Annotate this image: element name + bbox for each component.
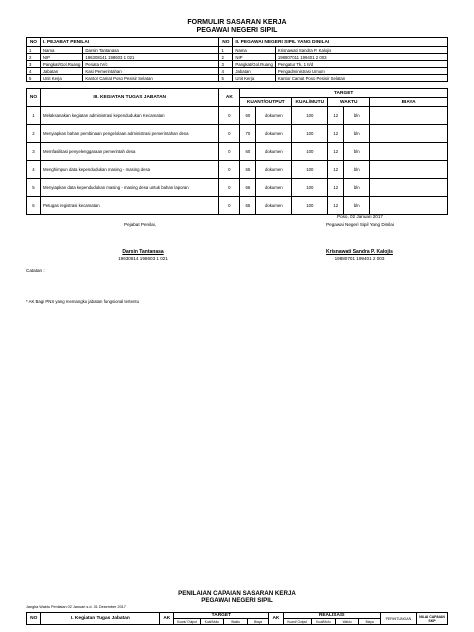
- page2-subtitle: PEGAWAI NEGERI SIPIL: [201, 597, 273, 604]
- right-section-title: II. PEGAWAI NEGERI SIPIL YANG DINILAI: [233, 38, 448, 47]
- table-row: 1 Melaksanakan kegiatan administrasi kependudukan Kecamatan 0 60 dokumen 100 12 bln: [27, 107, 448, 125]
- p2-ak-header: AK: [160, 613, 174, 625]
- form-subtitle: PEGAWAI NEGERI SIPIL: [196, 27, 278, 34]
- right-signer-name: Krisnawati Sandra P. Kalojis: [326, 249, 393, 255]
- left-signer-nip: 19630814 198603 1 021: [118, 256, 168, 261]
- identity-table: [26, 37, 448, 82]
- tasks-no-header: NO: [27, 89, 41, 107]
- page2-title: PENILAIAN CAPAIAN SASARAN KERJA: [178, 590, 296, 597]
- p2-score-header: NILAI CAPAIAN SKP: [417, 613, 448, 625]
- table-row: 5 Menyiapkan data kependudukan masing - masing desa untuk bahan laporan 0 66 dokumen 100 12 bln: [27, 179, 448, 197]
- col-time-header: WAKTU: [328, 98, 370, 107]
- p2-realisasi-header: REALISASI: [283, 613, 380, 619]
- form-title: FORMULIR SASARAN KERJA: [187, 19, 287, 26]
- p2-calc-header: PERHITUNGAN: [380, 613, 416, 625]
- assessment-period: Jangka Waktu Penilaian 02 Januari s.d. 31 Desember 2017: [26, 605, 126, 609]
- table-row: 3 Pangkat/Gol.Ruang Penata IV/c 3 Pangkat/Gol.Ruang Pengatur Tk. 1 II/d: [27, 61, 448, 68]
- p2-target-header: TARGET: [174, 613, 269, 619]
- table-row: 1 Nama Darsin Tantanasa 1 Nama Krisnawati Sandra P. Kalojis: [27, 47, 448, 54]
- target-header: TARGET: [240, 89, 448, 98]
- assessment-table: NO I. Kegiatan Tugas Jabatan AK TARGET AK REALISASI PERHITUNGAN NILAI CAPAIAN SKP Kuant/ Output Kual/Mutu Waktu Biaya Kuant/ Output Kual/Mutu Waktu Biaya: [26, 612, 448, 625]
- table-row: 2 NIP 196308141 198603 1 021 2 NIP 198807011 199401 2 003: [27, 54, 448, 61]
- tasks-table: [26, 88, 448, 215]
- right-role: Pegawai Negeri Sipil Yang Dinilai: [326, 222, 394, 227]
- tasks-title: III. KEGIATAN TUGAS JABATAN: [40, 89, 218, 107]
- left-signer-name: Darsin Tantanasa: [122, 249, 164, 255]
- col-cost-header: BIAYA: [370, 98, 448, 107]
- table-row: 2 Menyiapkan bahan pembinaan pengelolaan administrasi pemerintahan desa 0 70 dokumen 100 12 bln: [27, 125, 448, 143]
- col-quality-header: KUAL/MUTU: [292, 98, 328, 107]
- left-section-title: I. PEJABAT PENILAI: [40, 38, 219, 47]
- no-header-2: NO: [219, 38, 233, 47]
- col-output-header: KUANT/OUTPUT: [240, 98, 292, 107]
- table-row: 6 Petugas registrasi kecamatan 0 65 dokumen 100 12 bln: [27, 197, 448, 215]
- table-row: 5 Unit Kerja Kantor Camat Poso Pesisir Selatan 5 Unit Kerja Kantor Camat Poso Pesisir Selatan: [27, 75, 448, 82]
- ak-header: AK: [219, 89, 240, 107]
- right-signer-nip: 19880701 199401 2 003: [334, 256, 385, 261]
- p2-no-header: NO: [27, 613, 41, 625]
- place-date: Poso, 02 Januari 2017: [337, 214, 383, 219]
- table-row: 4 Jabatan Kasi Pemerintahan 4 Jabatan Pengadministrasi Umum: [27, 68, 448, 75]
- left-role: Pejabat Penilai,: [124, 222, 156, 227]
- table-row: 3 Memfasilitasi penyelenggaraan pemerintah desa 0 60 dokumen 100 12 bln: [27, 143, 448, 161]
- p2-task-header: I. Kegiatan Tugas Jabatan: [41, 613, 160, 625]
- footnote: * AK Bagi PNS yang memangku jabatan fungsional tertentu: [26, 299, 139, 304]
- no-header: NO: [27, 38, 41, 47]
- p2-ak2-header: AK: [269, 613, 283, 625]
- notes-label: Catatan :: [26, 268, 45, 273]
- table-row: 4 Menghimpun data kependudukan masing - masing desa 0 65 dokumen 100 12 bln: [27, 161, 448, 179]
